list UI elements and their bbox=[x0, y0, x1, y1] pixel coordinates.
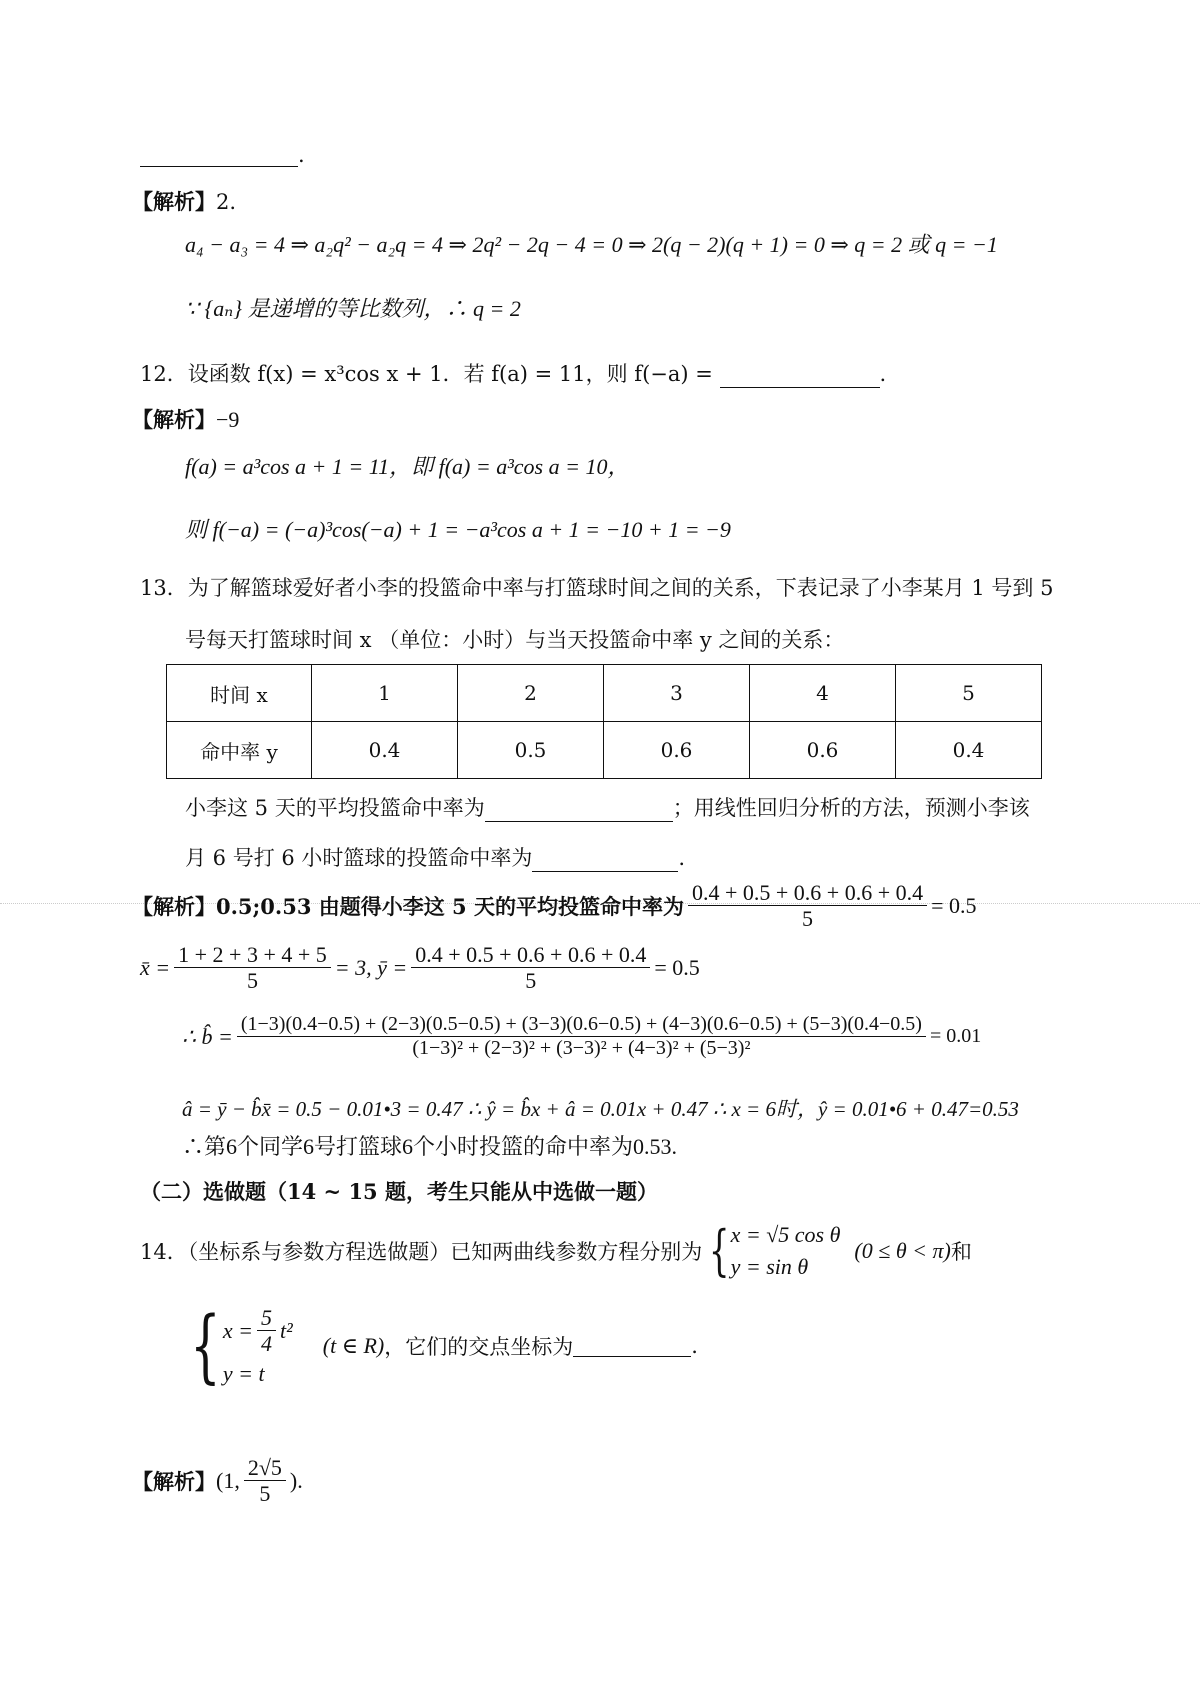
q13-means-line bbox=[140, 942, 700, 994]
system2-t: t² bbox=[280, 1317, 293, 1343]
fraction-numerator: 0.4 + 0.5 + 0.6 + 0.6 + 0.4 bbox=[688, 880, 927, 906]
table-cell: 5 bbox=[896, 665, 1042, 722]
system2-fraction bbox=[257, 1305, 276, 1357]
prompt-text: 小李这 5 天的平均投篮命中率为 bbox=[185, 796, 485, 820]
condition1: (0 ≤ θ < π) bbox=[854, 1238, 951, 1263]
table-cell: 2 bbox=[458, 665, 604, 722]
ybar-result: = 0.5 bbox=[654, 954, 700, 980]
ybar-fraction bbox=[411, 942, 650, 994]
condition2: (t ∈ R) bbox=[322, 1332, 385, 1358]
table-cell: 4 bbox=[750, 665, 896, 722]
q13-answer-intro bbox=[132, 880, 977, 932]
b-lhs: ∴ b̂ = bbox=[182, 1023, 233, 1049]
answer-close: ). bbox=[289, 1467, 303, 1493]
table-cell: 0.5 bbox=[458, 722, 604, 779]
avg-result: = 0.5 bbox=[931, 892, 977, 918]
q13-slope-line bbox=[182, 1013, 981, 1060]
answer-intro-text: 0.5;0.53 由题得小李这 5 天的平均投篮命中率为 bbox=[216, 893, 684, 919]
left-brace-icon: { bbox=[190, 1298, 221, 1392]
table-row bbox=[167, 665, 1042, 722]
q14-end: . bbox=[691, 1333, 698, 1358]
top-answer-blank bbox=[140, 143, 305, 167]
q13-question-line1: 13．为了解篮球爱好者小李的投篮命中率与打篮球时间之间的关系，下表记录了小李某月 1 号到 5 bbox=[140, 576, 1054, 600]
xbar-fraction bbox=[174, 942, 331, 994]
system1-line1: x = √5 cos θ bbox=[730, 1222, 841, 1247]
fraction-denominator: 5 bbox=[802, 906, 814, 932]
fraction-denominator: 5 bbox=[259, 1481, 271, 1507]
table-cell: 0.4 bbox=[312, 722, 458, 779]
q11-conclusion-line: ∵ {aₙ} 是递增的等比数列，∴ q = 2 bbox=[185, 296, 521, 321]
b-result: = 0.01 bbox=[929, 1025, 982, 1047]
prompt-text: . bbox=[678, 846, 686, 870]
table-header-cell: 命中率 y bbox=[167, 722, 312, 779]
table-cell: 0.6 bbox=[604, 722, 750, 779]
q13-conclusion: ∴第6个同学6号打篮球6个小时投篮的命中率为0.53. bbox=[182, 1134, 678, 1159]
q12-end: . bbox=[879, 362, 887, 386]
predict-answer-blank bbox=[532, 849, 678, 872]
q14-question-line2 bbox=[180, 1298, 698, 1392]
q11-derivation-line: a₄ − a₃ = 4 ⇒ a₂q² − a₂q = 4 ⇒ 2q² − 2q − 4 = 0 ⇒ 2(q − 2)(q + 1) = 0 ⇒ q = 2 或 q = −1 bbox=[185, 232, 998, 257]
fraction-denominator: 5 bbox=[525, 968, 537, 994]
answer-label: 【解析】 bbox=[132, 893, 216, 919]
q13-prompt-line2 bbox=[185, 842, 685, 872]
answer-value: −9 bbox=[216, 407, 240, 432]
system1 bbox=[731, 1222, 841, 1280]
xbar-mid: = 3, ȳ = bbox=[334, 954, 408, 980]
left-brace-icon: { bbox=[709, 1219, 730, 1282]
q14-question-tail: ，它们的交点坐标为 bbox=[384, 1334, 574, 1359]
table-cell: 0.4 bbox=[896, 722, 1042, 779]
q14-question-text: 14．（坐标系与参数方程选做题）已知两曲线参数方程分别为 bbox=[140, 1240, 703, 1264]
fraction-numerator: 2√5 bbox=[244, 1455, 286, 1481]
avg-fraction bbox=[688, 880, 927, 932]
table-header-cell: 时间 x bbox=[167, 665, 312, 722]
q14-answer bbox=[132, 1455, 303, 1507]
fraction-numerator: 1 + 2 + 3 + 4 + 5 bbox=[174, 942, 331, 968]
table-cell: 1 bbox=[312, 665, 458, 722]
table-cell: 3 bbox=[604, 665, 750, 722]
xbar-lhs: x̄ = bbox=[140, 954, 171, 980]
top-blank-period: . bbox=[298, 143, 305, 167]
data-table bbox=[166, 664, 1042, 779]
table-row bbox=[167, 722, 1042, 779]
slope-fraction bbox=[237, 1013, 926, 1060]
system2-line1 bbox=[223, 1305, 293, 1357]
prompt-text: ；用线性回归分析的方法，预测小李该 bbox=[672, 796, 1030, 820]
answer-open: (1, bbox=[216, 1467, 240, 1493]
system2-line2: y = t bbox=[222, 1360, 265, 1386]
answer-fraction bbox=[244, 1455, 286, 1507]
q13-intercept-line: â = ȳ − b̂x̄ = 0.5 − 0.01•3 = 0.47 ∴ ŷ = b̂x + â = 0.01x + 0.47 ∴ x = 6时，ŷ = 0.01•6 + 0.47=0.53 bbox=[182, 1097, 1019, 1121]
q12-answer-header bbox=[132, 404, 239, 434]
prompt-text: 月 6 号打 6 小时篮球的投篮命中率为 bbox=[185, 846, 533, 870]
and-text: 和 bbox=[950, 1240, 972, 1264]
answer-label: 【解析】 bbox=[132, 1468, 216, 1494]
table-cell: 0.6 bbox=[750, 722, 896, 779]
q12-line1: f(a) = a³cos a + 1 = 11，即 f(a) = a³cos a = 10， bbox=[185, 454, 630, 479]
system2 bbox=[223, 1305, 293, 1387]
q12-answer-blank bbox=[720, 365, 880, 388]
fraction-numerator: 5 bbox=[257, 1305, 276, 1331]
q11-answer-header bbox=[132, 186, 236, 216]
fraction-denominator: 4 bbox=[261, 1331, 273, 1357]
answer-value: 2. bbox=[216, 190, 237, 214]
q12-question bbox=[140, 358, 886, 388]
q14-question-line1 bbox=[140, 1219, 972, 1282]
system1-line2: y = sin θ bbox=[730, 1254, 809, 1279]
section-header: （二）选做题（14 ~ 15 题，考生只能从中选做一题） bbox=[140, 1179, 658, 1204]
system2-x: x = bbox=[222, 1317, 254, 1343]
answer-label: 【解析】 bbox=[132, 407, 216, 432]
fraction-denominator: (1−3)² + (2−3)² + (3−3)² + (4−3)² + (5−3)² bbox=[412, 1037, 751, 1059]
fraction-numerator: (1−3)(0.4−0.5) + (2−3)(0.5−0.5) + (3−3)(0.6−0.5) + (4−3)(0.6−0.5) + (5−3)(0.4−0.5) bbox=[237, 1013, 926, 1037]
fraction-denominator: 5 bbox=[246, 968, 258, 994]
q12-line2: 则 f(−a) = (−a)³cos(−a) + 1 = −a³cos a + 1 = −10 + 1 = −9 bbox=[185, 517, 731, 542]
q12-question-text: 12．设函数 f(x) = x³cos x + 1．若 f(a) = 11，则 f(−a) = bbox=[140, 362, 713, 386]
q13-question-line2: 号每天打篮球时间 x （单位：小时）与当天投篮命中率 y 之间的关系： bbox=[185, 628, 845, 652]
q13-prompt-line1 bbox=[185, 792, 1030, 822]
q14-answer-blank bbox=[573, 1334, 691, 1357]
answer-label: 【解析】 bbox=[132, 189, 216, 214]
avg-answer-blank bbox=[485, 799, 673, 822]
fraction-numerator: 0.4 + 0.5 + 0.6 + 0.6 + 0.4 bbox=[411, 942, 650, 968]
